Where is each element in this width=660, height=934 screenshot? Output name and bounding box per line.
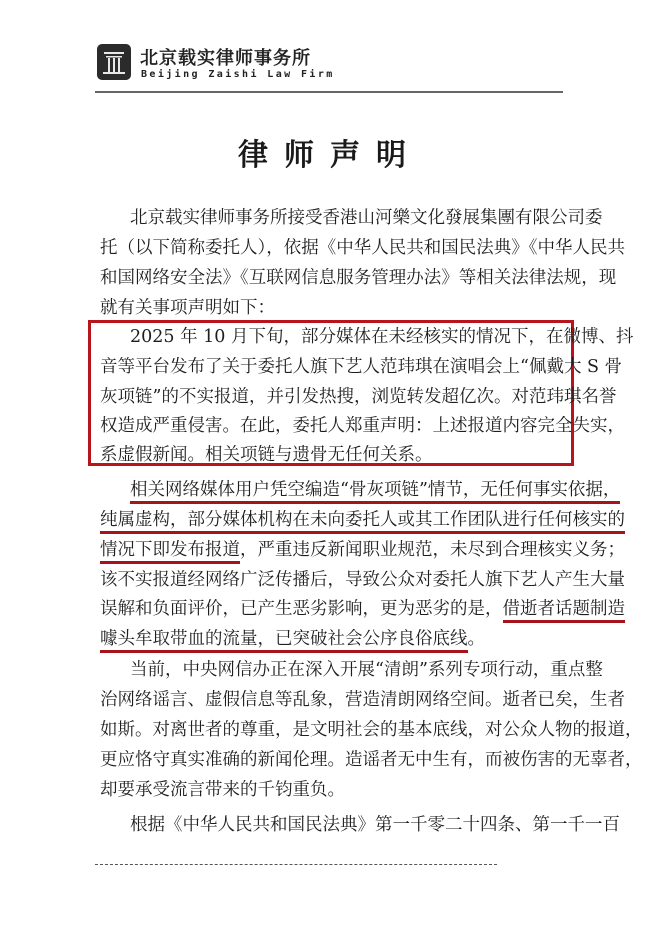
text-line <box>100 354 623 380</box>
underlined-text: 噱头牟取带血的流量，已突破社会公序良俗底线 <box>100 629 468 653</box>
text-segment: 系虚假新闻。相关项链与遗骨无任何关系。 <box>100 445 433 465</box>
text-line <box>130 657 603 683</box>
text-line <box>100 384 617 410</box>
text-segment: 更应恪守真实准确的新闻伦理。造谣者无中生有，而被伤害的无辜者， <box>100 750 643 770</box>
text-line <box>130 324 634 350</box>
text-line <box>100 567 625 593</box>
firm-name-en: Beijing Zaishi Law Firm <box>141 69 335 80</box>
document-title: 律师声明 <box>238 138 422 173</box>
text-segment: 当前，中央网信办正在深入开展“清朗”系列专项行动，重点整 <box>130 660 603 680</box>
text-line <box>100 687 625 713</box>
text-segment: 灰项链”的不实报道，并引发热搜，浏览转发超亿次。对范玮琪名誉 <box>100 387 617 407</box>
text-line <box>100 265 617 291</box>
underlined-text: 相关网络媒体用户凭空编造“骨灰项链”情节，无任何事实依据， <box>130 480 620 504</box>
underlined-text: 情况下即发布报道 <box>100 540 240 564</box>
footer-divider <box>95 864 497 865</box>
text-segment: 误解和负面评价，已产生恶劣影响，更为恶劣的是， <box>100 599 503 619</box>
text-line <box>100 235 625 261</box>
text-segment: 却要承受流言带来的千钧重负。 <box>100 780 345 800</box>
text-line <box>100 747 643 773</box>
text-segment: ，严重违反新闻职业规范，未尽到合理核实义务； <box>240 540 625 560</box>
underlined-text: 纯属虚构，部分媒体机构在未向委托人或其工作团队进行任何核实的 <box>100 510 625 534</box>
text-line <box>100 777 566 803</box>
text-segment: 北京载实律师事务所接受香港山河樂文化發展集團有限公司委 <box>130 208 603 228</box>
text-line <box>100 295 566 321</box>
text-segment: 音等平台发布了关于委托人旗下艺人范玮琪在演唱会上“佩戴大 S 骨 <box>100 357 623 377</box>
text-segment: 治网络谣言、虚假信息等乱象，营造清朗网络空间。逝者已矣，生者 <box>100 690 625 710</box>
text-segment: 托（以下简称委托人），依据《中华人民共和国民法典》《中华人民共 <box>100 238 625 258</box>
law-firm-logo-icon <box>97 44 131 80</box>
text-line <box>100 507 625 533</box>
text-line <box>130 205 603 231</box>
text-segment: 和国网络安全法》《互联网信息服务管理办法》等相关法律法规，现 <box>100 268 617 288</box>
text-segment: 该不实报道经网络广泛传播后，导致公众对委托人旗下艺人产生大量 <box>100 570 625 590</box>
text-segment: 如斯。对离世者的尊重，是文明社会的基本底线，对公众人物的报道， <box>100 720 643 740</box>
text-line <box>100 442 566 468</box>
text-segment: 根据《中华人民共和国民法典》第一千零二十四条、第一千一百 <box>130 815 620 835</box>
text-line <box>100 413 625 439</box>
header-divider <box>95 91 563 93</box>
firm-name-cn: 北京载实律师事务所 <box>140 48 311 69</box>
text-segment: 权造成严重侵害。在此，委托人郑重声明：上述报道内容完全失实， <box>100 416 625 436</box>
text-line <box>100 537 625 563</box>
text-line <box>130 812 620 838</box>
text-segment: 。 <box>467 629 485 649</box>
text-line <box>130 477 621 503</box>
text-line <box>100 717 643 743</box>
text-line <box>100 596 625 622</box>
text-segment: 2025 年 10 月下旬，部分媒体在未经核实的情况下，在微博、抖 <box>130 327 634 347</box>
text-segment: 就有关事项声明如下： <box>100 298 275 318</box>
underlined-text: 借逝者话题制造 <box>503 599 626 623</box>
text-line <box>100 626 566 652</box>
